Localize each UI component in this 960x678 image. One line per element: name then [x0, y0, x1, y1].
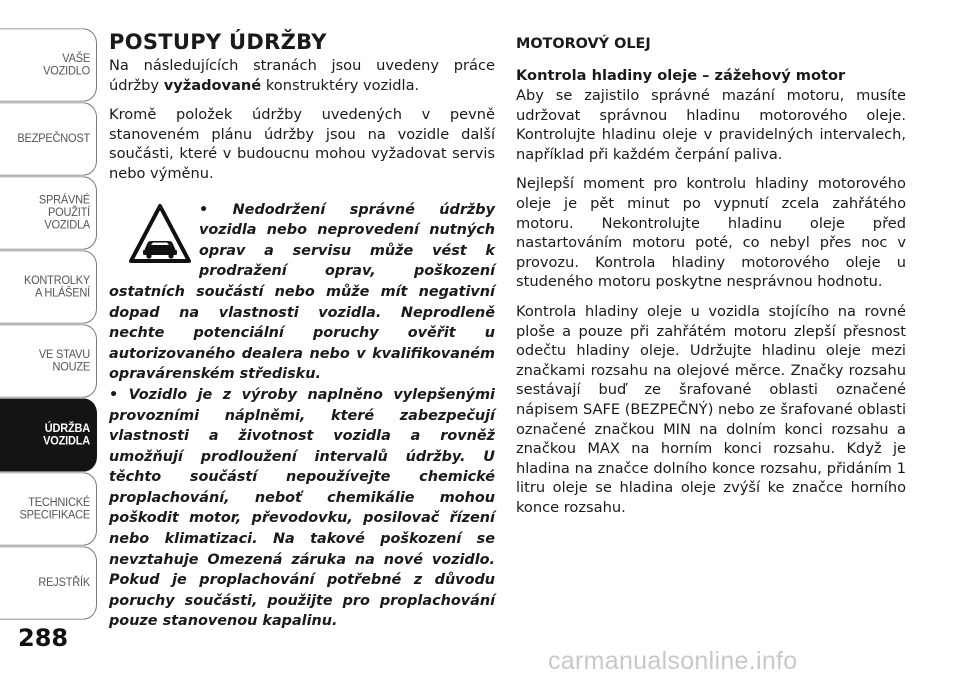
section-title: POSTUPY ÚDRŽBY	[109, 30, 327, 54]
tab-bezpecnost[interactable]: BEZPEČNOST	[0, 102, 97, 176]
warning-paragraph-2: • Vozidlo je z výroby naplněno vylepšenými provozními náplněmi, které zabezpečují vlastnosti a životnost vozidla a rovněž umožňují prodloužení intervalů údržby. U těchto součástí nepoužívejte chemické proplachování, neboť chemikálie mohou poškodit motor, převodovku, posilovač řízení nebo klimatizaci. Na takové poškození se nevztahuje Omezená záruka na nové vozidlo. Pokud je proplachování potřebné z důvodu poruchy součásti, použijte pro proplachování pouze stanovenou kapalinu.	[109, 386, 495, 630]
components-paragraph: Kromě položek údržby uvedených v pevně stanoveném plánu údržby jsou na vozidle další součásti, které v budoucnu mohou vyžadovat servis nebo výměnu.	[109, 106, 495, 182]
warning-box	[109, 200, 495, 632]
tab-ve-stavu-nouze[interactable]: VE STAVU NOUZE	[0, 324, 97, 398]
watermark: carmanualsonline.info	[548, 647, 798, 675]
tab-udrzba-vozidla[interactable]: ÚDRŽBA VOZIDLA	[0, 398, 97, 472]
tab-spravne-pouziti-vozidla[interactable]: SPRÁVNÉ POUŽITÍ VOZIDLA	[0, 176, 97, 250]
oil-paragraph-1: Aby se zajistilo správné mazání motoru, musíte udržovat správnou hladinu motorového oleje. Kontrolujte hladinu oleje v pravidelných intervalech, například při každém čerpání paliva.	[516, 87, 906, 163]
intro-paragraph: Na následujících stranách jsou uvedeny práce údržby vyžadované konstruktéry vozidla.	[109, 57, 495, 94]
oil-subheading: Kontrola hladiny oleje – zážehový motor	[516, 67, 846, 84]
page-number: 288	[18, 624, 69, 652]
section-tabs	[0, 0, 100, 640]
warning-paragraph-1: • Nedodržení správné údržby vozidla nebo neprovedení nutných oprav a servisu může vést k prodražení oprav, poškození ostatních součástí nebo může mít negativní dopad na vlastnosti vozidla. Neprodleně nechte potenciální poruchy ověřit u autorizovaného dealera nebo v kvalifikovaném opravárenském středisku.	[109, 201, 495, 383]
tab-rejstrik[interactable]: REJSTŘÍK	[0, 546, 97, 620]
tab-technicke-specifikace[interactable]: TECHNICKÉ SPECIFIKACE	[0, 472, 97, 546]
oil-heading: MOTOROVÝ OLEJ	[516, 36, 651, 52]
oil-paragraph-2: Nejlepší moment pro kontrolu hladiny motorového oleje je pět minut po vypnutí zcela zahřátého motoru. Nekontrolujte hladinu oleje před nastartováním motoru poté, co nebyl přes noc v provozu. Kontrola hladiny motorového oleje u studeného motoru poskytne nesprávnou hodnotu.	[516, 175, 906, 291]
tab-vase-vozidlo[interactable]: VAŠE VOZIDLO	[0, 28, 97, 102]
right-column	[516, 34, 906, 527]
warning-triangle-car-icon	[129, 203, 191, 265]
oil-paragraph-3: Kontrola hladiny oleje u vozidla stojícího na rovné ploše a pouze při zahřátém motoru zlepší přesnost odečtu hladiny oleje. Udržujte hladinu oleje mezi značkami rozsahu na olejové měrce. Značky rozsahu sestávají buď ze šrafované oblasti označené nápisem SAFE (BEZPEČNÝ) nebo ze šrafované oblasti označené značkou MIN na dolním konci rozsahu a značkou MAX na horním konci rozsahu. Když je hladina na značce dolního konce rozsahu, přidáním 1 litru oleje se hladina oleje zvýší ke značce horního konce rozsahu.	[516, 302, 906, 516]
left-column	[109, 30, 495, 632]
tab-kontrolky-a-hlaseni[interactable]: KONTROLKY A HLÁŠENÍ	[0, 250, 97, 324]
